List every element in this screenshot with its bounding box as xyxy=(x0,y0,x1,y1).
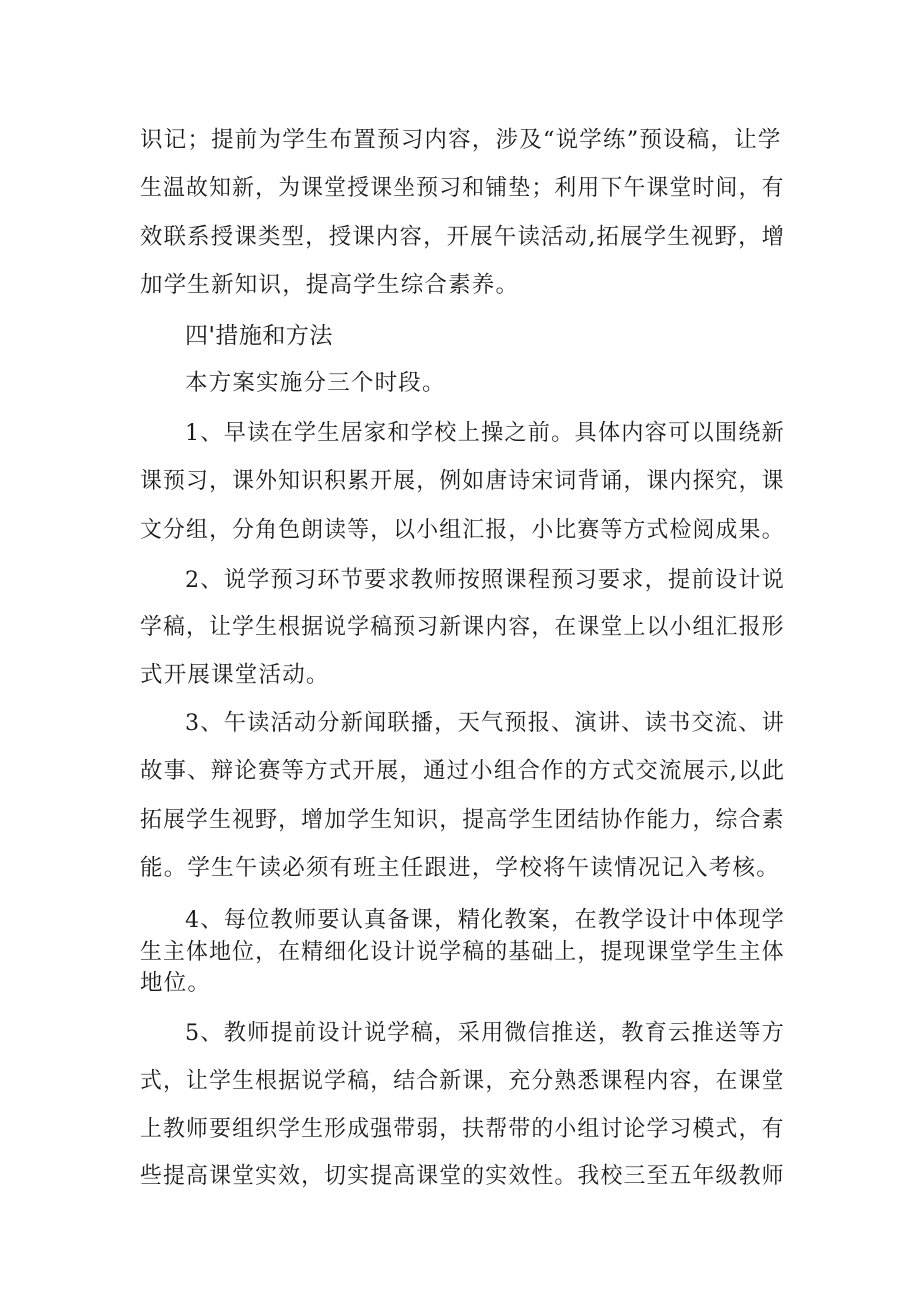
section-heading: 四'措施和方法 xyxy=(185,323,333,349)
item3-line: 能。学生午读必须有班主任跟进，学校将午读情况记入考核。 xyxy=(140,855,780,881)
text-line: 效联系授课类型，授课内容，开展午读活动,拓展学生视野，增 xyxy=(140,224,786,250)
item2-line: 式开展课堂活动。 xyxy=(140,662,330,688)
item2-line: 学稿，让学生根据说学稿预习新课内容，在课堂上以小组汇报形 xyxy=(140,614,785,640)
item3-line: 拓展学生视野，增加学生知识，提高学生团结协作能力，综合素 xyxy=(140,807,785,833)
item4-line: 生主体地位，在精细化设计说学稿的基础上，提现课堂学生主体 xyxy=(140,939,785,965)
item5-line: 式，让学生根据说学稿，结合新课，充分熟悉课程内容，在课堂 xyxy=(140,1068,785,1094)
text-line: 加学生新知识，提高学生综合素养。 xyxy=(140,272,520,298)
item5-line: 些提高课堂实效，切实提高课堂的实效性。我校三至五年级教师 xyxy=(140,1163,785,1189)
item3-line: 3、午读活动分新闻联播，天气预报、演讲、读书交流、讲 xyxy=(185,710,786,736)
item5-line: 5、教师提前设计说学稿，采用微信推送，教育云推送等方 xyxy=(185,1020,786,1046)
item3-line: 故事、辩论赛等方式开展，通过小组合作的方式交流展示,以此 xyxy=(140,758,786,784)
intro-line: 本方案实施分三个时段。 xyxy=(185,370,446,396)
item1-line: 文分组，分角色朗读等，以小组汇报，小比赛等方式检阅成果。 xyxy=(140,517,785,543)
item2-line: 2、说学预习环节要求教师按照课程预习要求，提前设计说 xyxy=(185,567,786,593)
item1-line: 1、早读在学生居家和学校上操之前。具体内容可以围绕新 xyxy=(185,420,786,446)
item4-line: 4、每位教师要认真备课，精化教案，在教学设计中体现学 xyxy=(185,907,786,933)
item1-line: 课预习，课外知识积累开展，例如唐诗宋词背诵，课内探究，课 xyxy=(140,468,785,494)
document-page xyxy=(140,0,785,1301)
text-line: 识记；提前为学生布置预习内容，涉及“说学练”预设稿，让学 xyxy=(140,127,782,153)
text-line: 生温故知新，为课堂授课坐预习和铺垫；利用下午课堂时间，有 xyxy=(140,175,785,201)
item5-line: 上教师要组织学生形成强带弱，扶帮带的小组讨论学习模式，有 xyxy=(140,1116,785,1142)
item4-line: 地位。 xyxy=(140,970,212,996)
